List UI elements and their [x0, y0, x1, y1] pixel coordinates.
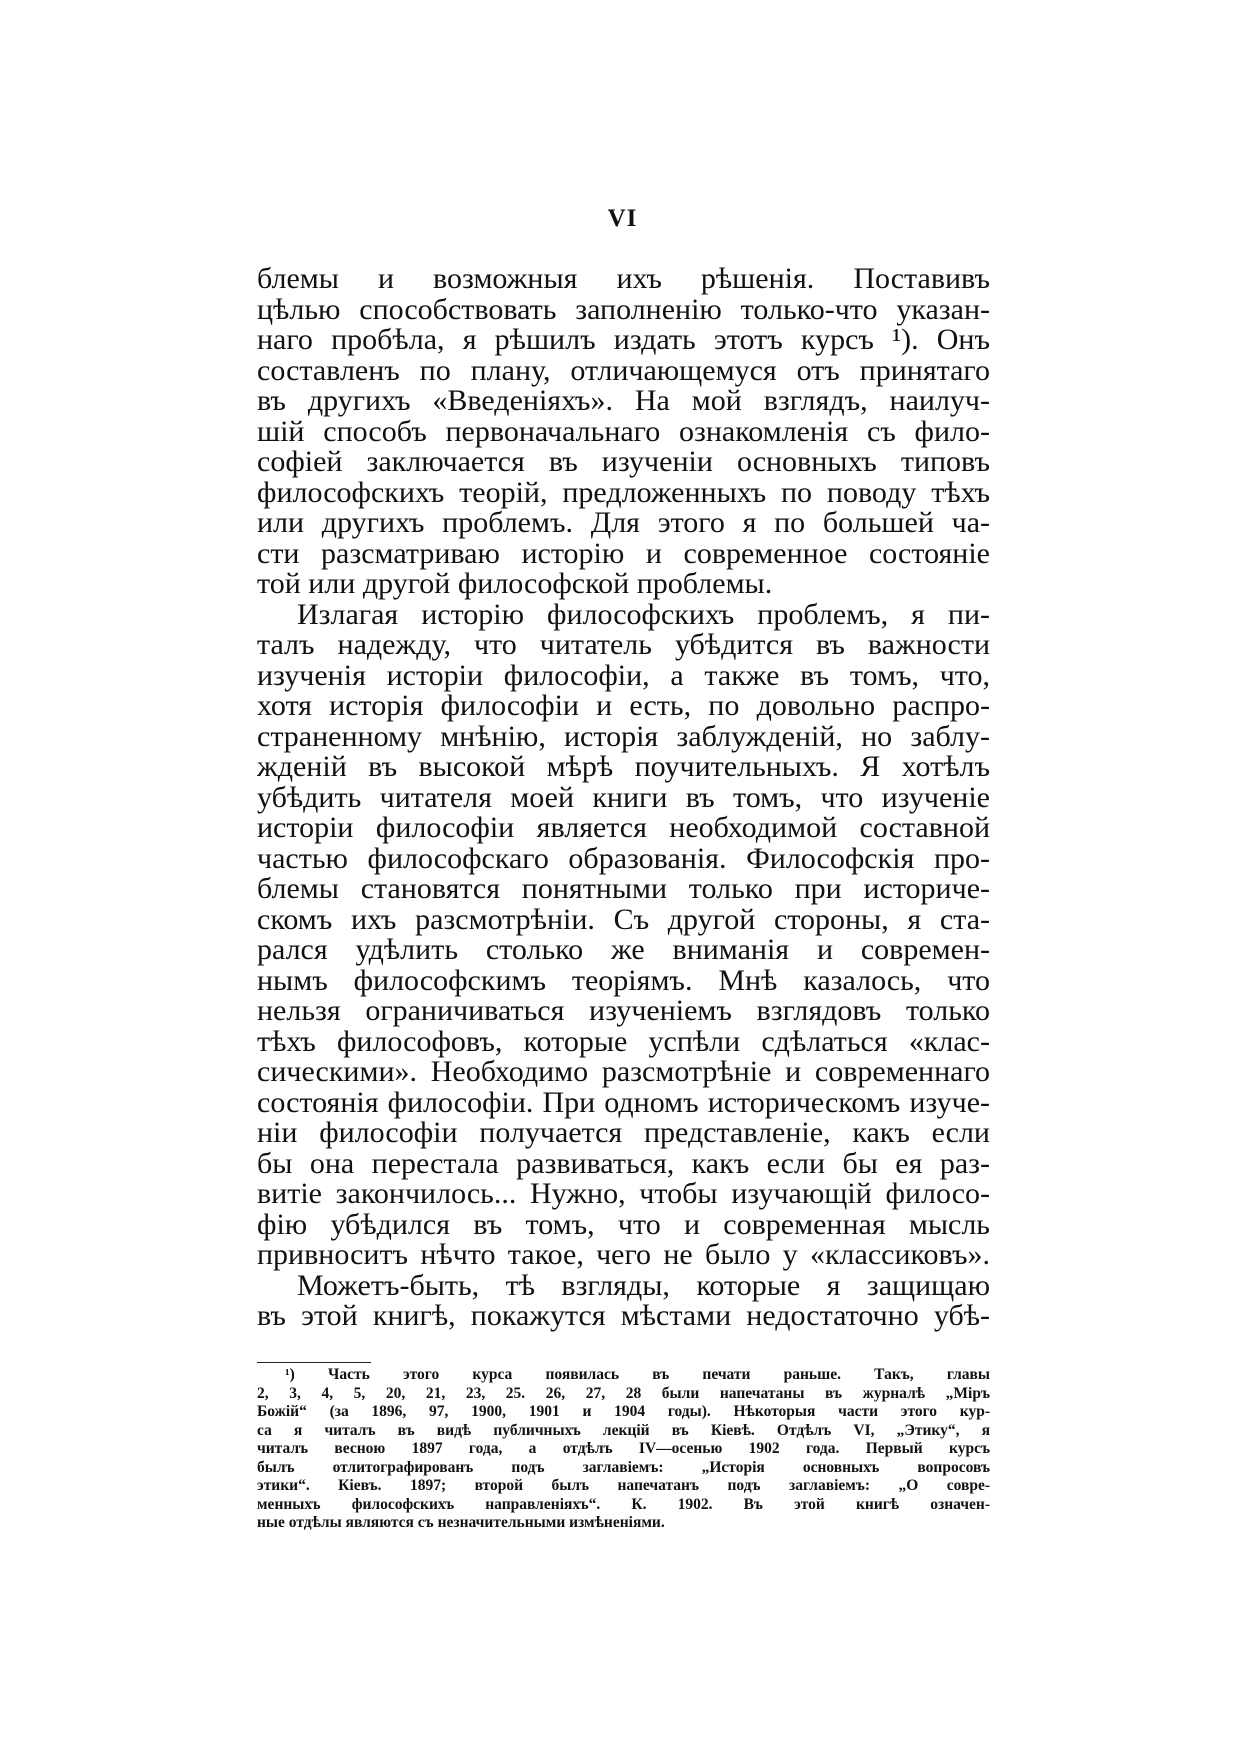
body-line: блемы становятся понятными только при историче-: [257, 872, 990, 905]
body-line: скомъ ихъ разсмотрѣніи. Съ другой стороны, я ста-: [257, 902, 990, 936]
body-line: рался удѣлить столько же вниманія и современ-: [257, 933, 990, 966]
body-line: изученія исторіи философіи, а также въ томъ, что,: [257, 658, 990, 692]
footnote-line: этики“. Кіевъ. 1897; второй былъ напечатанъ подъ заглавіемъ: „О совре-: [257, 1477, 990, 1494]
body-line: блемы и возможныя ихъ рѣшенія. Поставивъ: [257, 262, 990, 295]
body-line: цѣлью способствовать заполненію только-что указан-: [257, 292, 990, 326]
body-line: ніи философіи получается представленіе, какъ если: [257, 1116, 990, 1149]
paragraph-end-line: той или другой философской проблемы.: [257, 567, 773, 600]
footnote-line: былъ отлитографированъ подъ заглавіемъ: „Исторія основныхъ вопросовъ: [257, 1458, 990, 1476]
body-line: составленъ по плану, отличающемуся отъ принятаго: [257, 353, 990, 387]
body-line: сическими». Необходимо разсмотрѣніе и современнаго: [257, 1055, 990, 1088]
paragraph-start-line: Излагая исторію философскихъ проблемъ, я пи-: [297, 597, 990, 631]
body-line: талъ надежду, что читатель убѣдится въ важности: [257, 628, 990, 661]
body-line: нымъ философскимъ теоріямъ. Мнѣ казалось, что: [257, 963, 990, 997]
body-line: или другихъ проблемъ. Для этого я по большей ча-: [257, 506, 990, 539]
body-line: сти разсматриваю исторію и современное состояніе: [257, 536, 990, 570]
page-number: VI: [607, 205, 638, 232]
body-line: жденій въ высокой мѣрѣ поучительныхъ. Я хотѣлъ: [257, 750, 990, 783]
footnote-line: ные отдѣлы являются съ незначительными измѣненіями.: [257, 1514, 665, 1531]
footnote-line: ¹) Часть этого курса появилась въ печати раньше. Такъ, главы: [285, 1366, 990, 1383]
body-line: наго пробѣла, я рѣшилъ издать этотъ курсъ ¹). Онъ: [257, 323, 990, 356]
body-line: витіе закончилось... Нужно, чтобы изучающій филосо-: [257, 1177, 990, 1210]
footnote-line: 2, 3, 4, 5, 20, 21, 23, 25. 26, 27, 28 были напечатаны въ журналѣ „Міръ: [257, 1384, 990, 1402]
footnote: [257, 1366, 990, 1533]
body-line: софіей заключается въ изученіи основныхъ типовъ: [257, 445, 990, 478]
paragraph-start-line: Можетъ-быть, тѣ взгляды, которые я защищаю: [297, 1268, 990, 1302]
body-line: состоянія философіи. При одномъ историческомъ изуче-: [257, 1085, 990, 1119]
body-line: бы она перестала развиваться, какъ если бы ея раз-: [257, 1146, 990, 1180]
body-line: частью философскаго образованія. Философскія про-: [257, 841, 990, 875]
body-line: убѣдить читателя моей книги въ томъ, что изученіе: [257, 780, 990, 814]
body-text: [257, 264, 990, 1332]
body-line: фію убѣдился въ томъ, что и современная мысль: [257, 1207, 990, 1241]
paragraph-end-line: привноситъ нѣчто такое, чего не было у «классиковъ».: [257, 1238, 990, 1271]
footnote-line: Божій“ (за 1896, 97, 1900, 1901 и 1904 годы). Нѣкоторыя части этого кур-: [257, 1403, 990, 1420]
footnote-line: са я читалъ въ видѣ публичныхъ лекцій въ Кіевѣ. Отдѣлъ VI, „Этику“, я: [257, 1421, 990, 1439]
body-line: философскихъ теорій, предложенныхъ по поводу тѣхъ: [257, 475, 990, 509]
footnote-line: читалъ весною 1897 года, а отдѣлъ IV—осенью 1902 года. Первый курсъ: [257, 1440, 990, 1457]
footnote-line: менныхъ философскихъ направленіяхъ“. К. 1902. Въ этой книгѣ означен-: [257, 1495, 990, 1513]
body-line: въ другихъ «Введеніяхъ». На мой взглядъ, наилуч-: [257, 384, 990, 417]
body-line: тѣхъ философовъ, которые успѣли сдѣлаться «клас-: [257, 1024, 990, 1058]
body-line: хотя исторія философіи и есть, по довольно распро-: [257, 689, 990, 722]
footnote-divider: [257, 1362, 371, 1363]
body-line: шій способъ первоначальнаго ознакомленія съ фило-: [257, 414, 990, 448]
body-line: исторіи философіи является необходимой составной: [257, 811, 990, 844]
body-line: нельзя ограничиваться изученіемъ взглядовъ только: [257, 994, 990, 1027]
body-line: страненному мнѣнію, исторія заблужденій, но заблу-: [257, 719, 990, 753]
body-line: въ этой книгѣ, покажутся мѣстами недостаточно убѣ-: [257, 1299, 990, 1332]
